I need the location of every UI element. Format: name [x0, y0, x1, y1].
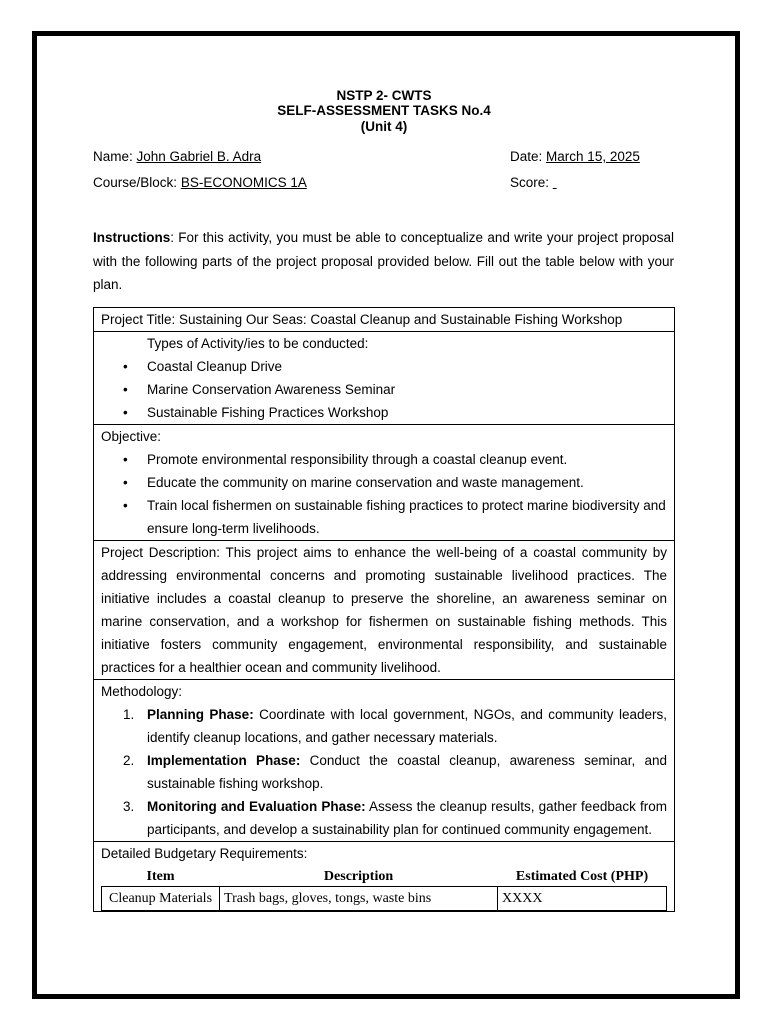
- course-value: BS-ECONOMICS 1A: [180, 175, 307, 190]
- phase-name: Planning Phase:: [147, 707, 254, 722]
- score-blank: [553, 174, 663, 192]
- list-number: 1.: [123, 707, 135, 722]
- list-item: [123, 703, 667, 749]
- score-label: Score:: [510, 175, 550, 190]
- date-value: March 15, 2025: [546, 149, 640, 164]
- unit-label: (Unit 4): [360, 119, 408, 134]
- budget-item: Cleanup Materials: [102, 887, 220, 911]
- list-item: [123, 795, 667, 841]
- date-label: Date:: [510, 149, 543, 164]
- list-number: 2.: [123, 753, 135, 768]
- budget-table: [101, 867, 667, 911]
- objective-row: [94, 425, 675, 541]
- name-field: [93, 148, 462, 166]
- proposal-table: [93, 307, 675, 912]
- course-title: NSTP 2- CWTS: [336, 88, 432, 103]
- budget-col-item: Item: [146, 869, 175, 884]
- list-item: • Promote environmental responsibility through a coastal cleanup event.: [147, 448, 667, 471]
- activities-list: [101, 355, 667, 424]
- objective-heading: Objective:: [101, 429, 162, 444]
- list-item: • Marine Conservation Awareness Seminar: [147, 378, 667, 401]
- name-label: Name:: [93, 149, 133, 164]
- name-value: John Gabriel B. Adra: [136, 149, 262, 164]
- budget-row: [94, 842, 675, 912]
- phase-name: Monitoring and Evaluation Phase:: [147, 799, 366, 814]
- budget-header-row: [102, 867, 667, 887]
- list-item: [123, 749, 667, 795]
- list-item: • Train local fishermen on sustainable fishing practices to protect marine biodiversity and ensure long-term livelihoods.: [147, 494, 667, 540]
- phase-text: Assess the cleanup results, gather feedback from participants, and develop a sustainability plan for continued community engagement.: [147, 799, 667, 837]
- phase-text: Conduct the coastal cleanup, awareness seminar, and sustainable fishing workshop.: [147, 753, 667, 791]
- phase-text: Coordinate with local government, NGOs, and community leaders, identify cleanup locations, and gather necessary materials.: [147, 707, 667, 745]
- activities-heading: Types of Activity/ies to be conducted:: [147, 336, 369, 351]
- methodology-row: [94, 680, 675, 842]
- budget-col-description: Description: [323, 869, 394, 884]
- budget-col-cost: Estimated Cost (PHP): [515, 869, 649, 884]
- list-item: • Educate the community on marine conservation and waste management.: [147, 471, 667, 494]
- date-field: [510, 148, 658, 166]
- methodology-list: [101, 703, 667, 841]
- course-field: [93, 174, 459, 192]
- course-label: Course/Block:: [93, 175, 178, 190]
- phase-name: Implementation Phase:: [147, 753, 301, 768]
- title-row: [94, 308, 675, 332]
- instructions-text: : For this activity, you must be able to conceptualize and write your project proposal with the following parts of the project proposal provided below. Fill out the table below with your plan.: [93, 230, 674, 292]
- budget-cost: XXXX: [498, 887, 667, 911]
- activities-row: [94, 332, 675, 425]
- instructions-label: Instructions: [93, 230, 171, 245]
- table-row: [102, 887, 667, 911]
- methodology-heading: Methodology:: [101, 684, 183, 699]
- list-item: • Coastal Cleanup Drive: [147, 355, 667, 378]
- project-title: Project Title: Sustaining Our Seas: Coastal Cleanup and Sustainable Fishing Workshop: [94, 308, 675, 332]
- budget-heading: Detailed Budgetary Requirements:: [101, 846, 308, 861]
- task-title: SELF-ASSESSMENT TASKS No.4: [277, 103, 491, 118]
- description-row: [94, 541, 675, 680]
- list-number: 3.: [123, 799, 135, 814]
- budget-description: Trash bags, gloves, tongs, waste bins: [220, 887, 498, 911]
- list-item: • Sustainable Fishing Practices Workshop: [147, 401, 667, 424]
- score-field: [510, 174, 663, 192]
- project-description: Project Description: This project aims to enhance the well-being of a coastal community by addressing environmental concerns and promoting sustainable livelihood practices. The initiative includes a coastal cleanup to preserve the shoreline, an awareness seminar on marine conservation, and a workshop for fishermen on sustainable fishing methods. This initiative fosters community engagement, environmental responsibility, and sustainable practices for a healthier ocean and community livelihood.: [94, 541, 675, 680]
- instructions: [93, 226, 674, 297]
- objectives-list: [101, 448, 667, 540]
